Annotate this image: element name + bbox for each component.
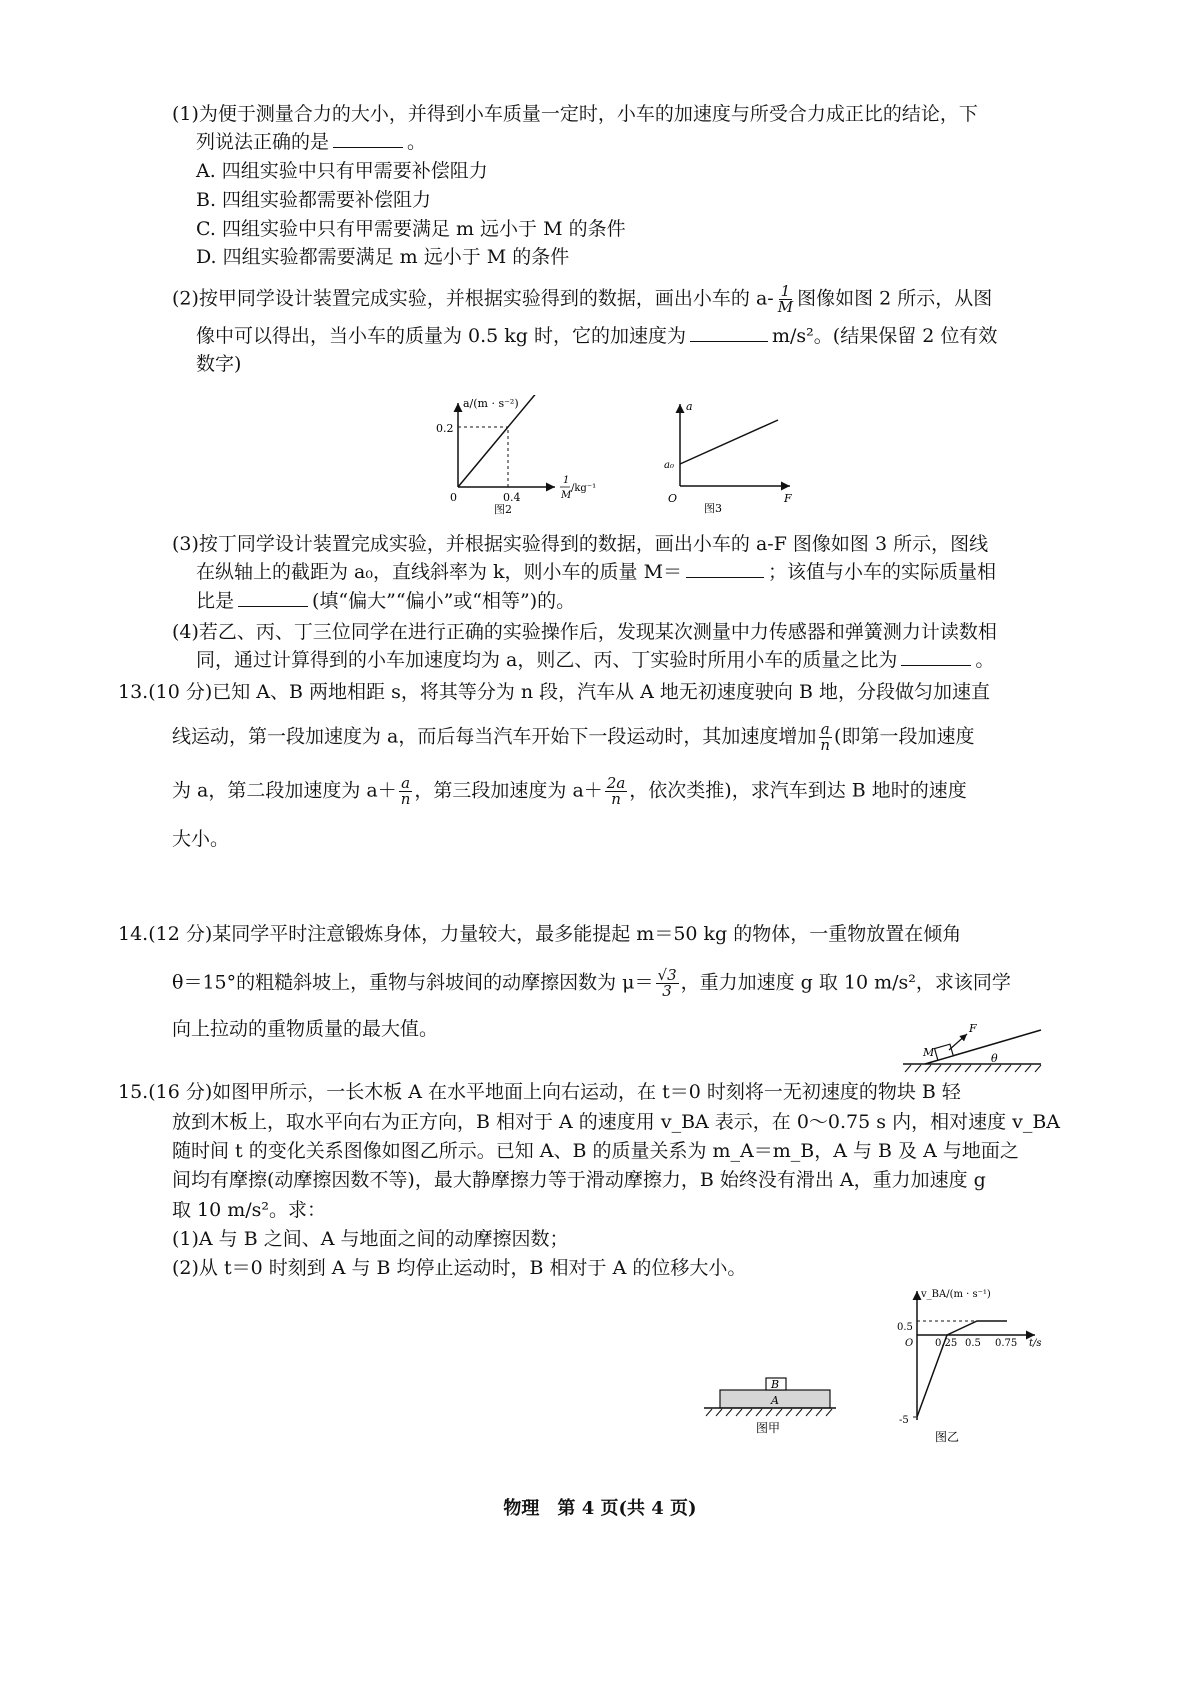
q13-line1: (10 分)已知 A、B 两地相距 s，将其等分为 n 段，汽车从 A 地无初速度驶向 B 地，分段做匀加速直 (148, 681, 990, 703)
fig2-xtick: 0.4 (503, 491, 521, 504)
q12-part2-text-d: m/s²。(结果保留 2 位有效 (772, 325, 998, 347)
block-B-label: B (771, 1378, 780, 1391)
q15-number: 15. (118, 1081, 149, 1103)
ground-hatch (905, 1065, 1041, 1072)
q12-part4-line1: (4)若乙、丙、丁三位同学在进行正确的实验操作后，发现某次测量中力传感器和弹簧测力计读数相 (172, 621, 997, 643)
floor-hatch (706, 1409, 832, 1416)
q13-line3 (172, 776, 967, 807)
fig2-xlabel-num: 1 (563, 475, 570, 486)
fraction (818, 722, 832, 753)
fraction-denominator: M (777, 298, 794, 316)
answer-blank (690, 323, 768, 342)
q12-part2-line1 (172, 284, 992, 315)
fraction-numerator: a (820, 720, 830, 738)
fraction (399, 776, 413, 807)
q12-part3-line1: (3)按丁同学设计装置完成实验，并根据实验得到的数据，画出小车的 a-F 图像如图 3 所示，图线 (172, 533, 989, 555)
angle-theta-label: θ (991, 1052, 998, 1065)
fraction (605, 776, 628, 807)
q12-part3-line3 (196, 587, 575, 615)
q13-number: 13. (118, 681, 149, 703)
fig2-caption: 图2 (494, 503, 512, 515)
fig2-xlabel-unit: /kg⁻¹ (571, 483, 597, 494)
q13-text-c: 为 a，第二段加速度为 a＋ (172, 779, 397, 802)
fraction-denominator: 3 (662, 982, 672, 1000)
q13-first-line (118, 678, 990, 706)
answer-blank (333, 129, 403, 148)
figyi-origin: O (905, 1338, 914, 1349)
figure-2-chart (430, 395, 610, 515)
q12-part1-line2 (196, 128, 426, 156)
board-A-label: A (771, 1394, 779, 1407)
figyi-ylabel: v_BA/(m · s⁻¹) (921, 1289, 991, 1300)
block-M (935, 1044, 954, 1060)
fraction-numerator: 2a (606, 774, 626, 792)
q12-part1-end: 。 (407, 131, 427, 153)
q12-part4-line2 (196, 646, 994, 674)
q14-number: 14. (118, 923, 149, 945)
page-footer: 物理 第 4 页(共 4 页) (503, 1498, 697, 1519)
answer-blank (238, 588, 308, 607)
q15-line2: 放到木板上，取水平向右为正方向，B 相对于 A 的速度用 v_BA 表示，在 0～0.75 s 内，相对速度 v_BA (172, 1111, 1061, 1133)
q12-part2-line2 (196, 322, 997, 350)
answer-blank (686, 559, 764, 578)
q14-text-b: ，重力加速度 g 取 10 m/s²，求该同学 (680, 971, 1011, 994)
block-M-label: M (923, 1046, 935, 1059)
q12-part3-text-c: 比是 (196, 590, 235, 612)
q15-line1: (16 分)如图甲所示，一长木板 A 在水平地面上向右运动，在 t＝0 时刻将一无初速度的物块 B 轻 (148, 1081, 961, 1103)
figyi-xtick-0: 0.25 (935, 1338, 958, 1349)
figure-jia-caption: 图甲 (756, 1421, 781, 1435)
q15-line5: 取 10 m/s²。求： (172, 1199, 327, 1221)
fraction (776, 284, 795, 315)
q14-first-line (118, 920, 961, 948)
fig3-origin: O (668, 492, 678, 505)
q12-part4-text-a: 同，通过计算得到的小车加速度均为 a，则乙、丙、丁实验时所用小车的质量之比为 (196, 649, 898, 671)
q15-sub2: (2)从 t＝0 时刻到 A 与 B 均停止运动时，B 相对于 A 的位移大小。 (172, 1257, 747, 1279)
q13-line2 (172, 722, 974, 753)
q12-part3-text-d: (填“偏大”“偏小”或“相等”)的。 (312, 590, 576, 612)
q14-line1: (12 分)某同学平时注意锻炼身体，力量较大，最多能提起 m＝50 kg 的物体，一重物放置在倾角 (148, 923, 962, 945)
fraction-numerator: a (401, 774, 411, 792)
figyi-xtick-2: 0.75 (995, 1338, 1018, 1349)
q12-part2-text-c: 像中可以得出，当小车的质量为 0.5 kg 时，它的加速度为 (196, 325, 687, 347)
fig3-xlabel: F (784, 492, 792, 505)
figure-yi-chart (895, 1285, 1045, 1445)
option-c: C. 四组实验中只有甲需要满足 m 远小于 M 的条件 (196, 218, 626, 240)
q12-part3-text-a: 在纵轴上的截距为 a₀，直线斜率为 k，则小车的质量 M＝ (196, 561, 683, 583)
fig3-caption: 图3 (704, 502, 722, 515)
incline-diagram (895, 1012, 1045, 1074)
q13-text-d: ，第三段加速度为 a＋ (414, 779, 603, 802)
q12-part4-text-b: 。 (975, 649, 995, 671)
q14-text-a: θ＝15°的粗糙斜坡上，重物与斜坡间的动摩擦因数为 μ＝ (172, 971, 654, 994)
fraction-denominator: n (820, 736, 831, 754)
option-a: A. 四组实验中只有甲需要补偿阻力 (196, 160, 488, 182)
force-F-label: F (969, 1022, 977, 1035)
q14-line2 (172, 968, 1011, 999)
fig2-xlabel-den: M (561, 490, 572, 501)
fraction (656, 968, 679, 999)
figure-yi-caption: 图乙 (935, 1430, 960, 1444)
q12-part2-line3: 数字) (196, 353, 242, 375)
fig2-origin: 0 (450, 491, 457, 504)
figyi-xlabel: t/s (1029, 1338, 1042, 1349)
option-b: B. 四组实验都需要补偿阻力 (196, 189, 432, 211)
fig3-ylabel: a (686, 400, 693, 413)
fraction-numerator: √3 (657, 966, 677, 984)
q15-first-line (118, 1078, 961, 1106)
q12-part1-text: 列说法正确的是 (196, 131, 330, 153)
q15-line4: 间均有摩擦(动摩擦因数不等)，最大静摩擦力等于滑动摩擦力，B 始终没有滑出 A，重力加速度 g (172, 1169, 986, 1191)
figyi-xtick-1: 0.5 (965, 1338, 981, 1349)
figure-jia-diagram (700, 1370, 840, 1440)
figyi-ytick-neg: -5 (899, 1415, 909, 1426)
q12-part3-line2 (196, 558, 996, 586)
q13-line4: 大小。 (172, 828, 230, 850)
q12-part2-text-b: 图像如图 2 所示，从图 (797, 287, 993, 310)
fraction-numerator: 1 (780, 282, 791, 300)
figure-3-chart (660, 398, 810, 518)
q12-part3-text-b: ；该值与小车的实际质量相 (768, 561, 997, 583)
fraction-denominator: n (611, 790, 621, 808)
answer-blank (901, 647, 971, 666)
q15-sub1: (1)A 与 B 之间、A 与地面之间的动摩擦因数； (172, 1228, 569, 1250)
fraction-denominator: n (400, 790, 411, 808)
fig2-ylabel: a/(m · s⁻²) (463, 397, 519, 410)
q15-line3: 随时间 t 的变化关系图像如图乙所示。已知 A、B 的质量关系为 m_A＝m_B，A 与 B 及 A 与地面之 (172, 1140, 1019, 1162)
fig3-intercept: a₀ (664, 460, 674, 471)
q14-line3: 向上拉动的重物质量的最大值。 (172, 1018, 439, 1040)
q13-text-b: (即第一段加速度 (834, 725, 975, 748)
q12-part1-line1: (1)为便于测量合力的大小，并得到小车质量一定时，小车的加速度与所受合力成正比的结论，下 (172, 103, 978, 125)
q13-text-e: ，依次类推)，求汽车到达 B 地时的速度 (629, 779, 967, 802)
q12-part2-text-a: (2)按甲同学设计装置完成实验，并根据实验得到的数据，画出小车的 a- (172, 287, 774, 310)
fig2-ytick: 0.2 (436, 422, 454, 435)
force-arrow (949, 1034, 967, 1050)
fig3-data-line (680, 420, 778, 464)
figyi-ytick-pos: 0.5 (897, 1322, 913, 1333)
q13-text-a: 线运动，第一段加速度为 a，而后每当汽车开始下一段运动时，其加速度增加 (172, 725, 817, 748)
option-d: D. 四组实验都需要满足 m 远小于 M 的条件 (196, 246, 570, 268)
